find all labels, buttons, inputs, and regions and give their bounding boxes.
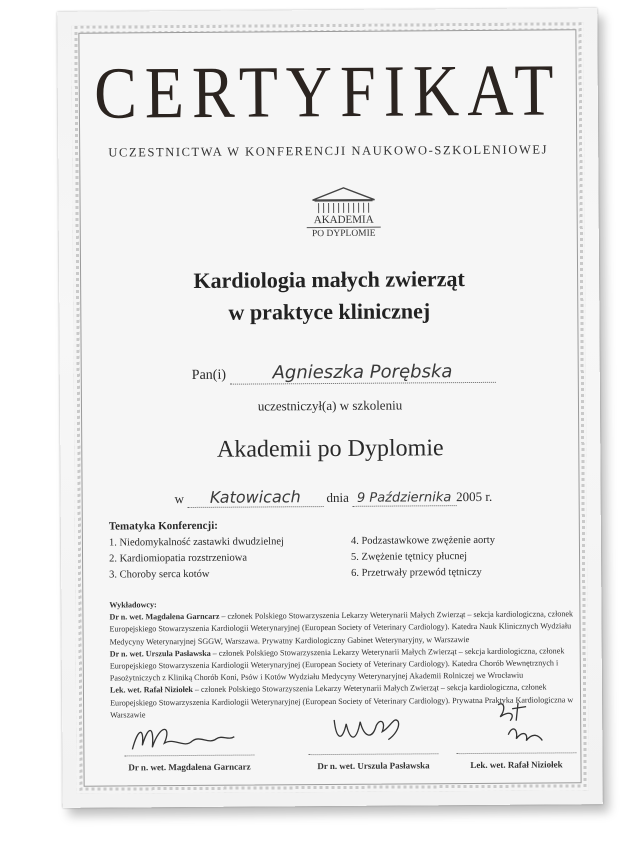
place-prefix: w [174, 491, 185, 507]
course-title [81, 262, 577, 329]
signature-paslawska [328, 707, 408, 752]
greek-key-border [71, 22, 588, 794]
name-prefix: Pan(i) [191, 367, 227, 383]
participant-line [192, 361, 496, 385]
certificate-title: CERTYFIKAT [93, 48, 562, 134]
year-suffix: 2005 r. [456, 488, 493, 505]
topic-item: 2. Kardiomiopatia rozstrzeniowa [109, 552, 248, 565]
place-field [187, 487, 323, 508]
topic-item: 6. Przetrwały przewód tętniczy [351, 566, 482, 579]
logo-line2: PO DYPLOMIE [307, 227, 381, 240]
date-field [352, 489, 456, 507]
signature-label: Lek. wet. Rafał Niziołek [470, 759, 563, 771]
date-prefix: dnia [326, 489, 349, 506]
topic-item: 3. Choroby serca kotów [109, 568, 210, 581]
date-handwritten: 9 Października [356, 490, 452, 506]
lecturer-name: Dr n. wet. Magdalena Garncarz [109, 611, 220, 622]
akademia-logo [306, 186, 380, 243]
temple-icon [306, 186, 380, 217]
lecturer-entry [110, 645, 576, 685]
topic-item: 4. Podzastawkowe zwężenie aorty [350, 534, 495, 547]
participated-text: uczestniczył(a) w szkoleniu [257, 397, 403, 414]
certificate-subtitle: UCZESTNICTWA W KONFERENCJI NAUKOWO-SZKOLENIOWEJ [108, 142, 549, 160]
signature-line [308, 753, 438, 755]
topics-heading: Tematyka Konferencji: [108, 519, 218, 533]
lecturer-name: Dr n. wet. Urszula Pasławska [109, 648, 211, 659]
participant-name: Agnieszka Porębska [272, 361, 453, 384]
organizer-name: Akademii po Dyplomie [216, 435, 444, 463]
topic-item: 1. Niedomykalność zastawki dwudzielnej [108, 536, 284, 549]
signature-label: Dr n. wet. Urszula Pasławska [317, 760, 430, 772]
course-title-line1: Kardiologia małych zwierząt [193, 266, 465, 293]
lecturer-description: – członek Polskiego Stowarzyszenia Lekarzy Weterynarii Małych Zwierząt – sekcja kardiologiczna, członek Europejskiego Stowarzyszenia Kardiologii Weterynaryjnej (European Society of Veterinary Cardiology). Katedra Chorób Wewnętrznych i Pasożytniczych z Kliniką Chorób Koni, Psów i Kotów Wydziału Medycyny Weterynaryjnej Akademii Rolniczej we Wrocławiu [109, 646, 565, 683]
lecturer-entry [109, 608, 575, 648]
lecturer-description: – członek Polskiego Stowarzyszenia Lekarzy Weterynarii Małych Zwierząt – sekcja kardiologiczna, członek Europejskiego Stowarzyszenia Kardiologii Weterynaryjnej (European Society of Veterinary Cardiology). Prywatna Praktyka Kardiologiczna w Warszawie [110, 682, 574, 720]
lecturer-name: Lek. wet. Rafał Niziołek [109, 685, 193, 695]
course-title-line2: w praktyce klinicznej [228, 298, 431, 325]
signature-niziolek [488, 694, 552, 754]
signature-line [124, 755, 254, 757]
place-date-line [175, 486, 493, 508]
participant-name-field [229, 361, 495, 385]
certificate-page [57, 8, 603, 808]
certificate-body [78, 29, 581, 786]
logo-line1: AKADEMIA [313, 213, 374, 227]
lecturers-heading: Wykładowcy: [109, 600, 157, 610]
lecturer-description: – członek Polskiego Stowarzyszenia Lekarzy Weterynarii Małych Zwierząt – sekcja kardiologiczna, członek Europejskiego Stowarzyszenia Kardiologii Weterynaryjnej (European Society of Veterinary Cardiology). Katedra Nauk Klinicznych Wydziału Medycyny Weterynaryjnej SGGW, Warszawa. Prywatny Kardiologiczny Gabinet Weterynaryjny, w Warszawie [109, 609, 574, 647]
signature-garncarz [128, 719, 238, 756]
place-handwritten: Katowicach [209, 487, 301, 507]
topic-item: 5. Zwężenie tętnicy płucnej [351, 551, 468, 563]
signature-label: Dr n. wet. Magdalena Garncarz [128, 761, 251, 773]
